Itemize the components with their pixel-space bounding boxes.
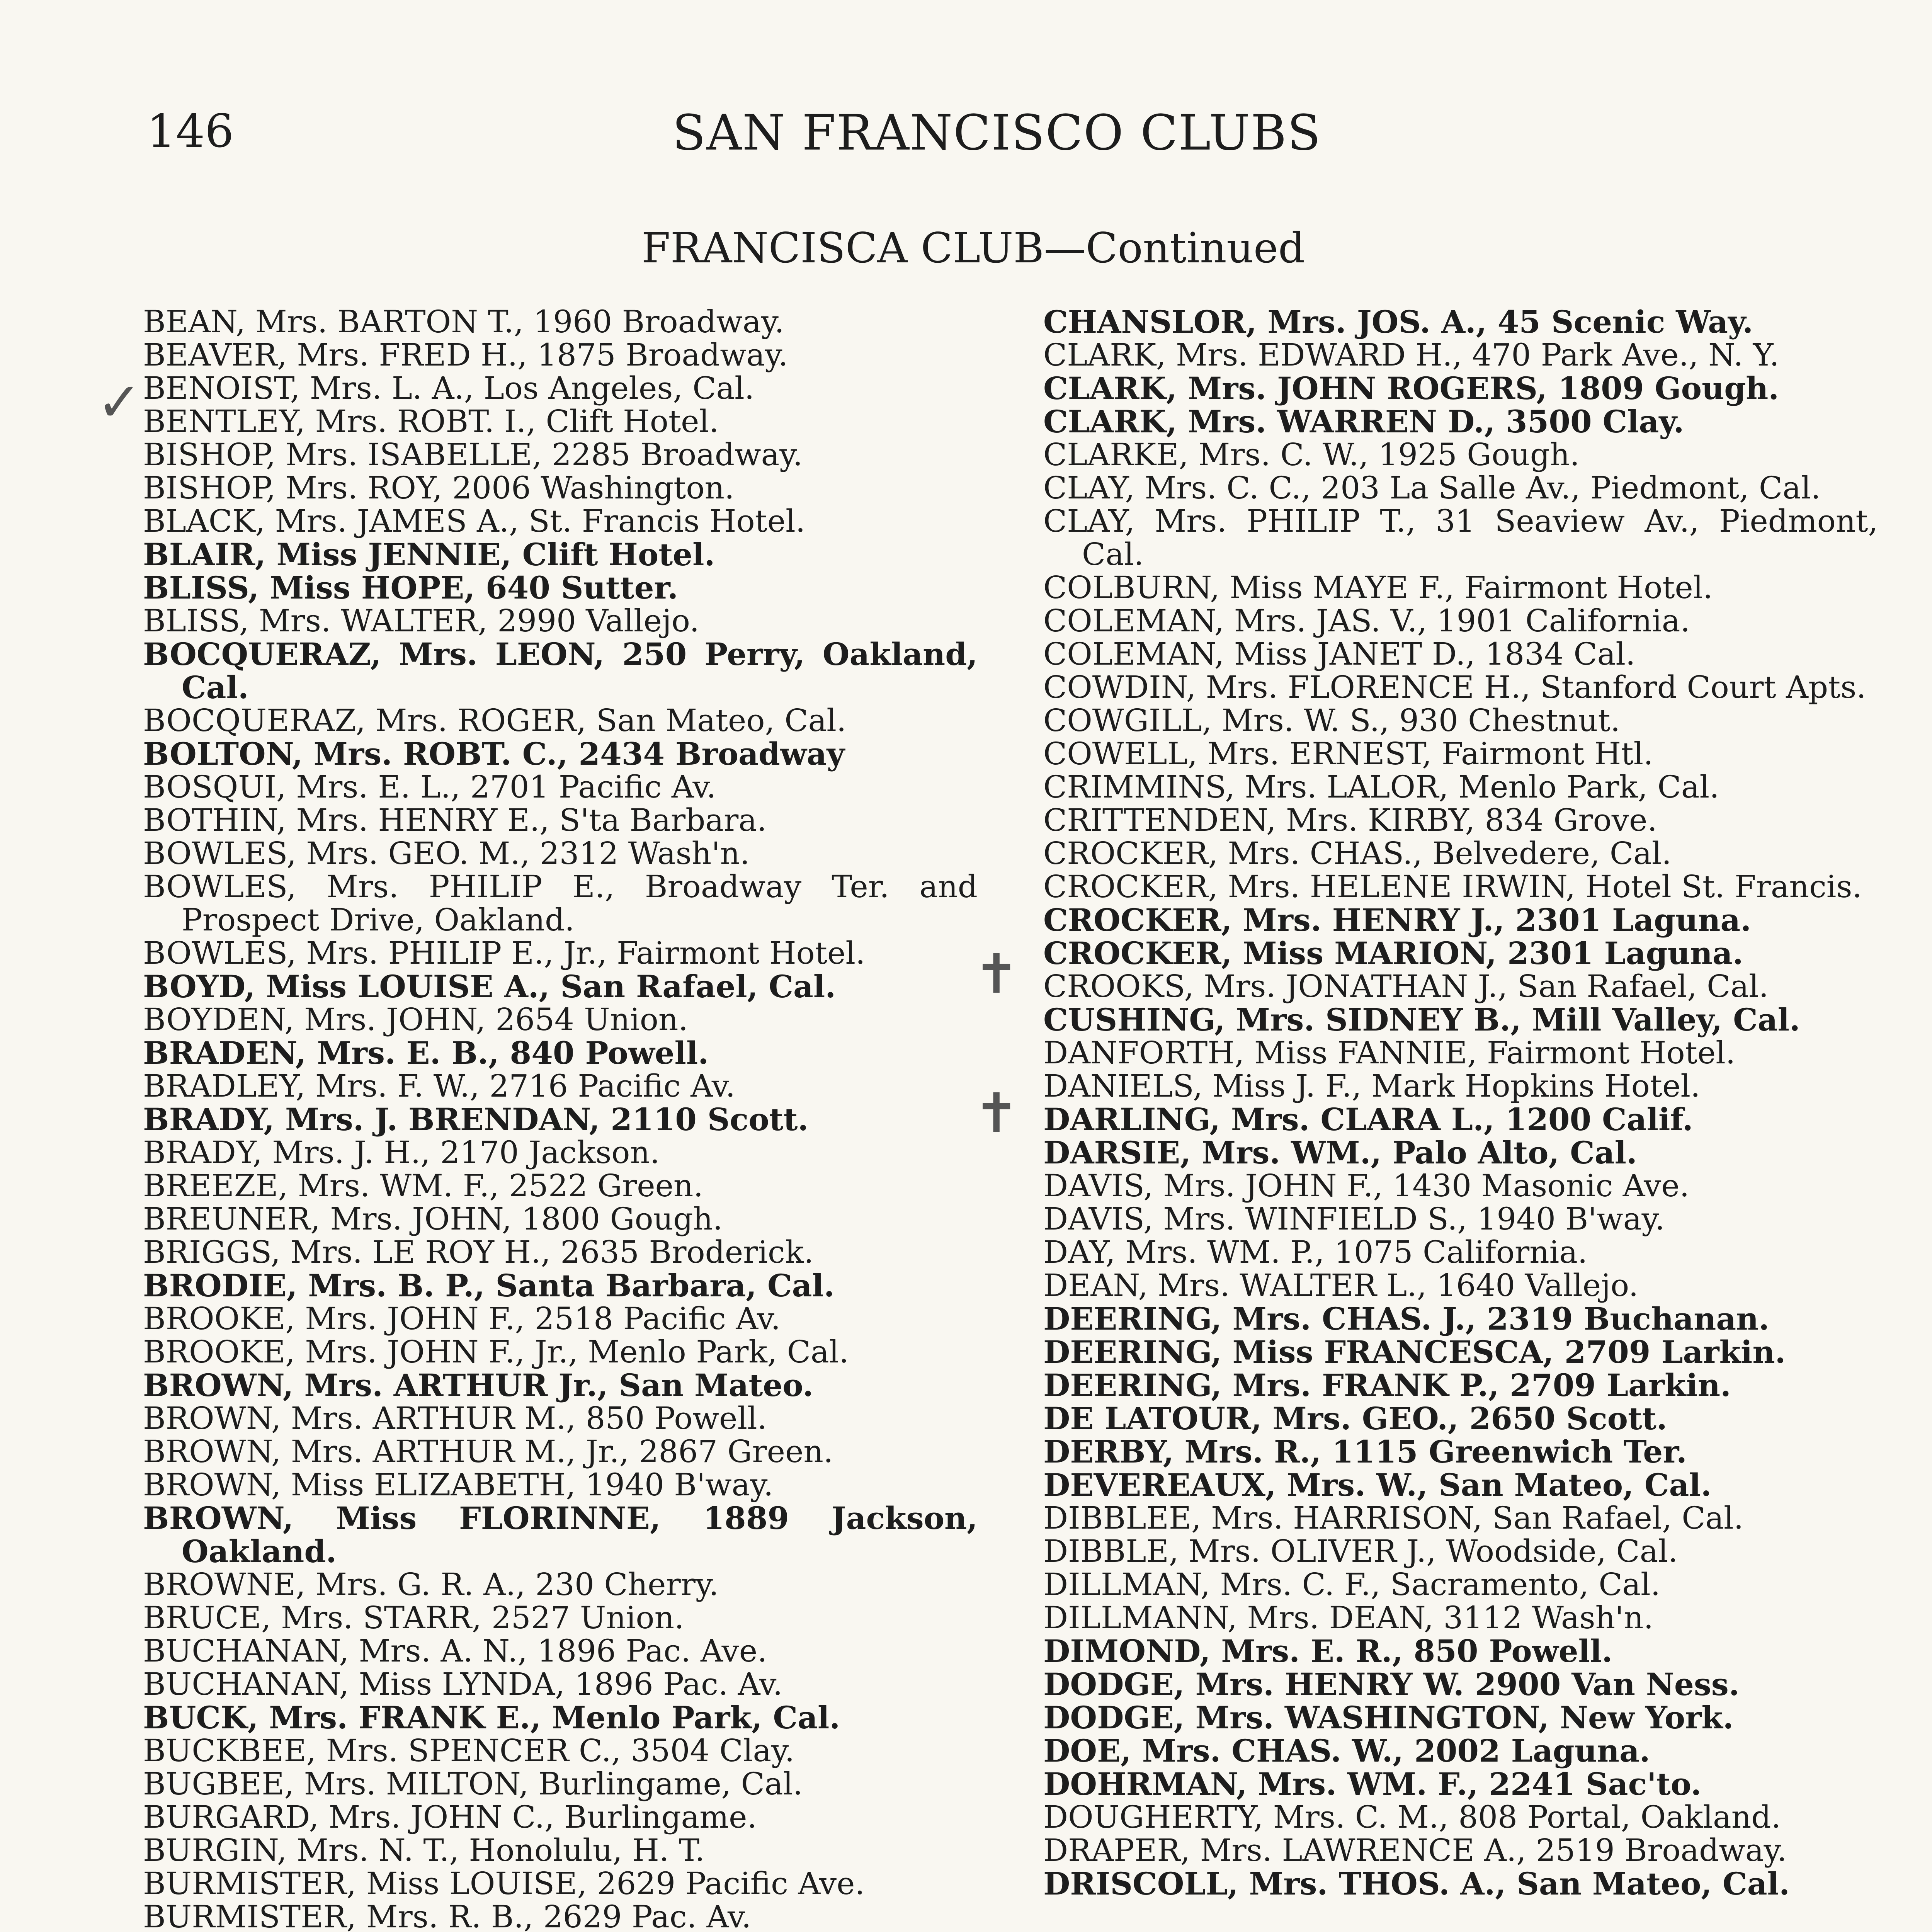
directory-entry: DANIELS, Miss J. F., Mark Hopkins Hotel. (1043, 1068, 1701, 1104)
directory-entry: COWELL, Mrs. ERNEST, Fairmont Htl. (1043, 736, 1653, 772)
directory-entry: CROCKER, Mrs. HELENE IRWIN, Hotel St. Francis. (1043, 869, 1862, 905)
directory-entry: DE LATOUR, Mrs. GEO., 2650 Scott. (1043, 1400, 1667, 1437)
directory-entry: BISHOP, Mrs. ROY, 2006 Washington. (143, 470, 735, 506)
directory-entry: BROOKE, Mrs. JOHN F., 2518 Pacific Av. (143, 1301, 781, 1337)
directory-entry: DOUGHERTY, Mrs. C. M., 808 Portal, Oakland. (1043, 1799, 1781, 1835)
section-title: FRANCISCA CLUB—Continued (641, 224, 1305, 272)
directory-entry: DOHRMAN, Mrs. WM. F., 2241 Sac'to. (1043, 1766, 1702, 1802)
directory-entry: BRODIE, Mrs. B. P., Santa Barbara, Cal. (143, 1267, 835, 1304)
directory-entry: BURGIN, Mrs. N. T., Honolulu, H. T. (143, 1832, 705, 1868)
directory-entry: DRAPER, Mrs. LAWRENCE A., 2519 Broadway. (1043, 1832, 1787, 1868)
directory-entry: BUCHANAN, Mrs. A. N., 1896 Pac. Ave. (143, 1633, 767, 1669)
directory-entry: DEERING, Mrs. CHAS. J., 2319 Buchanan. (1043, 1301, 1770, 1337)
running-head: SAN FRANCISCO CLUBS (672, 104, 1321, 161)
directory-entry: BOWLES, Mrs. PHILIP E., Jr., Fairmont Hotel. (143, 935, 866, 971)
page-number: 146 (147, 104, 234, 158)
directory-entry: BUCKBEE, Mrs. SPENCER C., 3504 Clay. (143, 1733, 795, 1769)
directory-entry: BLAIR, Miss JENNIE, Clift Hotel. (143, 536, 715, 573)
directory-entry: BROWNE, Mrs. G. R. A., 230 Cherry. (143, 1566, 719, 1602)
directory-entry: BOWLES, Mrs. GEO. M., 2312 Wash'n. (143, 835, 750, 871)
directory-entry: DAVIS, Mrs. WINFIELD S., 1940 B'way. (1043, 1201, 1665, 1237)
directory-entry: BRADY, Mrs. J. BRENDAN, 2110 Scott. (143, 1101, 809, 1138)
left-column (143, 305, 978, 1932)
directory-entry: CROCKER, Mrs. HENRY J., 2301 Laguna. (1043, 902, 1752, 938)
directory-entry: DILLMAN, Mrs. C. F., Sacramento, Cal. (1043, 1566, 1661, 1602)
directory-entry: BRADY, Mrs. J. H., 2170 Jackson. (143, 1134, 660, 1170)
directory-entry: BURMISTER, Mrs. R. B., 2629 Pac. Av. (143, 1899, 752, 1932)
directory-entry: CLARK, Mrs. WARREN D., 3500 Clay. (1043, 403, 1684, 440)
directory-entry: BREEZE, Mrs. WM. F., 2522 Green. (143, 1168, 703, 1204)
directory-entry: BROWN, Mrs. ARTHUR M., 850 Powell. (143, 1400, 767, 1436)
directory-entry: CROCKER, Mrs. CHAS., Belvedere, Cal. (1043, 835, 1672, 871)
directory-entry: BOSQUI, Mrs. E. L., 2701 Pacific Av. (143, 769, 716, 805)
directory-entry: COLEMAN, Miss JANET D., 1834 Cal. (1043, 636, 1636, 672)
directory-entry: DILLMANN, Mrs. DEAN, 3112 Wash'n. (1043, 1600, 1654, 1636)
directory-entry: BREUNER, Mrs. JOHN, 1800 Gough. (143, 1201, 723, 1237)
directory-entry: CRIMMINS, Mrs. LALOR, Menlo Park, Cal. (1043, 769, 1719, 805)
directory-entry: DEERING, Mrs. FRANK P., 2709 Larkin. (1043, 1367, 1731, 1403)
directory-entry: CLARK, Mrs. EDWARD H., 470 Park Ave., N. Y. (1043, 337, 1779, 373)
directory-entry: BENOIST, Mrs. L. A., Los Angeles, Cal. (143, 370, 755, 406)
directory-entry: BLISS, Miss HOPE, 640 Sutter. (143, 570, 679, 606)
directory-entry: DANFORTH, Miss FANNIE, Fairmont Hotel. (1043, 1035, 1736, 1071)
directory-entry: BROWN, Miss FLORINNE, 1889 Jackson, Oakland. (143, 1500, 978, 1570)
directory-entry: BLISS, Mrs. WALTER, 2990 Vallejo. (143, 603, 699, 639)
directory-entry: BROOKE, Mrs. JOHN F., Jr., Menlo Park, Cal. (143, 1334, 849, 1370)
directory-entry: BROWN, Mrs. ARTHUR Jr., San Mateo. (143, 1367, 814, 1403)
directory-entry: CRITTENDEN, Mrs. KIRBY, 834 Grove. (1043, 802, 1657, 838)
directory-entry: BUGBEE, Mrs. MILTON, Burlingame, Cal. (143, 1766, 803, 1802)
directory-entry: BROWN, Miss ELIZABETH, 1940 B'way. (143, 1467, 774, 1503)
right-column (1043, 305, 1878, 1900)
directory-entry: COLEMAN, Mrs. JAS. V., 1901 California. (1043, 603, 1690, 639)
directory-entry: BOYDEN, Mrs. JOHN, 2654 Union. (143, 1002, 688, 1037)
directory-entry: BOWLES, Mrs. PHILIP E., Broadway Ter. and Prospect Drive, Oakland. (143, 869, 978, 938)
directory-entry: BURGARD, Mrs. JOHN C., Burlingame. (143, 1799, 757, 1835)
directory-entry: BOYD, Miss LOUISE A., San Rafael, Cal. (143, 968, 836, 1005)
directory-entry: DEVEREAUX, Mrs. W., San Mateo, Cal. (1043, 1467, 1712, 1503)
directory-entry: BEAN, Mrs. BARTON T., 1960 Broadway. (143, 304, 784, 340)
directory-entry: CLARK, Mrs. JOHN ROGERS, 1809 Gough. (1043, 370, 1779, 406)
directory-entry: BURMISTER, Miss LOUISE, 2629 Pacific Ave. (143, 1866, 865, 1901)
directory-entry: BUCHANAN, Miss LYNDA, 1896 Pac. Av. (143, 1666, 783, 1702)
directory-entry: DERBY, Mrs. R., 1115 Greenwich Ter. (1043, 1434, 1687, 1470)
directory-entry: DIBBLEE, Mrs. HARRISON, San Rafael, Cal. (1043, 1500, 1744, 1536)
directory-entry: DARSIE, Mrs. WM., Palo Alto, Cal. (1043, 1134, 1637, 1171)
directory-entry: COWGILL, Mrs. W. S., 930 Chestnut. (1043, 702, 1621, 738)
margin-cross-mark: ✝ (974, 943, 1019, 1006)
directory-entry: BLACK, Mrs. JAMES A., St. Francis Hotel. (143, 503, 806, 539)
directory-entry: CLAY, Mrs. C. C., 203 La Salle Av., Piedmont, Cal. (1043, 470, 1821, 506)
directory-entry: COWDIN, Mrs. FLORENCE H., Stanford Court Apts. (1043, 669, 1866, 705)
directory-entry: DEERING, Miss FRANCESCA, 2709 Larkin. (1043, 1334, 1786, 1370)
directory-entry: COLBURN, Miss MAYE F., Fairmont Hotel. (1043, 570, 1713, 605)
directory-entry: BENTLEY, Mrs. ROBT. I., Clift Hotel. (143, 403, 719, 439)
directory-entry: BRUCE, Mrs. STARR, 2527 Union. (143, 1600, 684, 1636)
directory-entry: BROWN, Mrs. ARTHUR M., Jr., 2867 Green. (143, 1434, 833, 1469)
margin-tick-mark: ✓ (97, 371, 142, 434)
directory-entry: DRISCOLL, Mrs. THOS. A., San Mateo, Cal. (1043, 1866, 1790, 1902)
margin-cross-mark: ✝ (974, 1082, 1019, 1145)
directory-entry: CLARKE, Mrs. C. W., 1925 Gough. (1043, 437, 1580, 473)
directory-entry: BOTHIN, Mrs. HENRY E., S'ta Barbara. (143, 802, 767, 838)
directory-entry: DAY, Mrs. WM. P., 1075 California. (1043, 1234, 1588, 1270)
directory-entry: DEAN, Mrs. WALTER L., 1640 Vallejo. (1043, 1267, 1639, 1303)
directory-entry: BOLTON, Mrs. ROBT. C., 2434 Broadway (143, 736, 845, 772)
directory-entry: CROOKS, Mrs. JONATHAN J., San Rafael, Cal. (1043, 968, 1769, 1004)
directory-entry: BRADEN, Mrs. E. B., 840 Powell. (143, 1035, 709, 1071)
directory-entry: DIBBLE, Mrs. OLIVER J., Woodside, Cal. (1043, 1533, 1678, 1569)
directory-entry: DODGE, Mrs. HENRY W. 2900 Van Ness. (1043, 1666, 1740, 1702)
directory-entry: DARLING, Mrs. CLARA L., 1200 Calif. (1043, 1101, 1693, 1138)
directory-entry: BOCQUERAZ, Mrs. LEON, 250 Perry, Oakland, Cal. (143, 636, 978, 706)
directory-entry: BOCQUERAZ, Mrs. ROGER, San Mateo, Cal. (143, 702, 847, 738)
directory-entry: DOE, Mrs. CHAS. W., 2002 Laguna. (1043, 1733, 1650, 1769)
directory-entry: BUCK, Mrs. FRANK E., Menlo Park, Cal. (143, 1699, 840, 1736)
directory-entry: CHANSLOR, Mrs. JOS. A., 45 Scenic Way. (1043, 304, 1753, 340)
directory-entry: BRIGGS, Mrs. LE ROY H., 2635 Broderick. (143, 1234, 814, 1270)
directory-entry: CROCKER, Miss MARION, 2301 Laguna. (1043, 935, 1743, 971)
directory-entry: CUSHING, Mrs. SIDNEY B., Mill Valley, Cal. (1043, 1002, 1800, 1038)
directory-entry: BISHOP, Mrs. ISABELLE, 2285 Broadway. (143, 437, 803, 473)
directory-entry: CLAY, Mrs. PHILIP T., 31 Seaview Av., Piedmont, Cal. (1043, 503, 1878, 572)
directory-entry: DODGE, Mrs. WASHINGTON, New York. (1043, 1699, 1734, 1736)
directory-entry: BRADLEY, Mrs. F. W., 2716 Pacific Av. (143, 1068, 735, 1104)
directory-entry: BEAVER, Mrs. FRED H., 1875 Broadway. (143, 337, 788, 373)
directory-entry: DIMOND, Mrs. E. R., 850 Powell. (1043, 1633, 1613, 1669)
directory-entry: DAVIS, Mrs. JOHN F., 1430 Masonic Ave. (1043, 1168, 1690, 1204)
